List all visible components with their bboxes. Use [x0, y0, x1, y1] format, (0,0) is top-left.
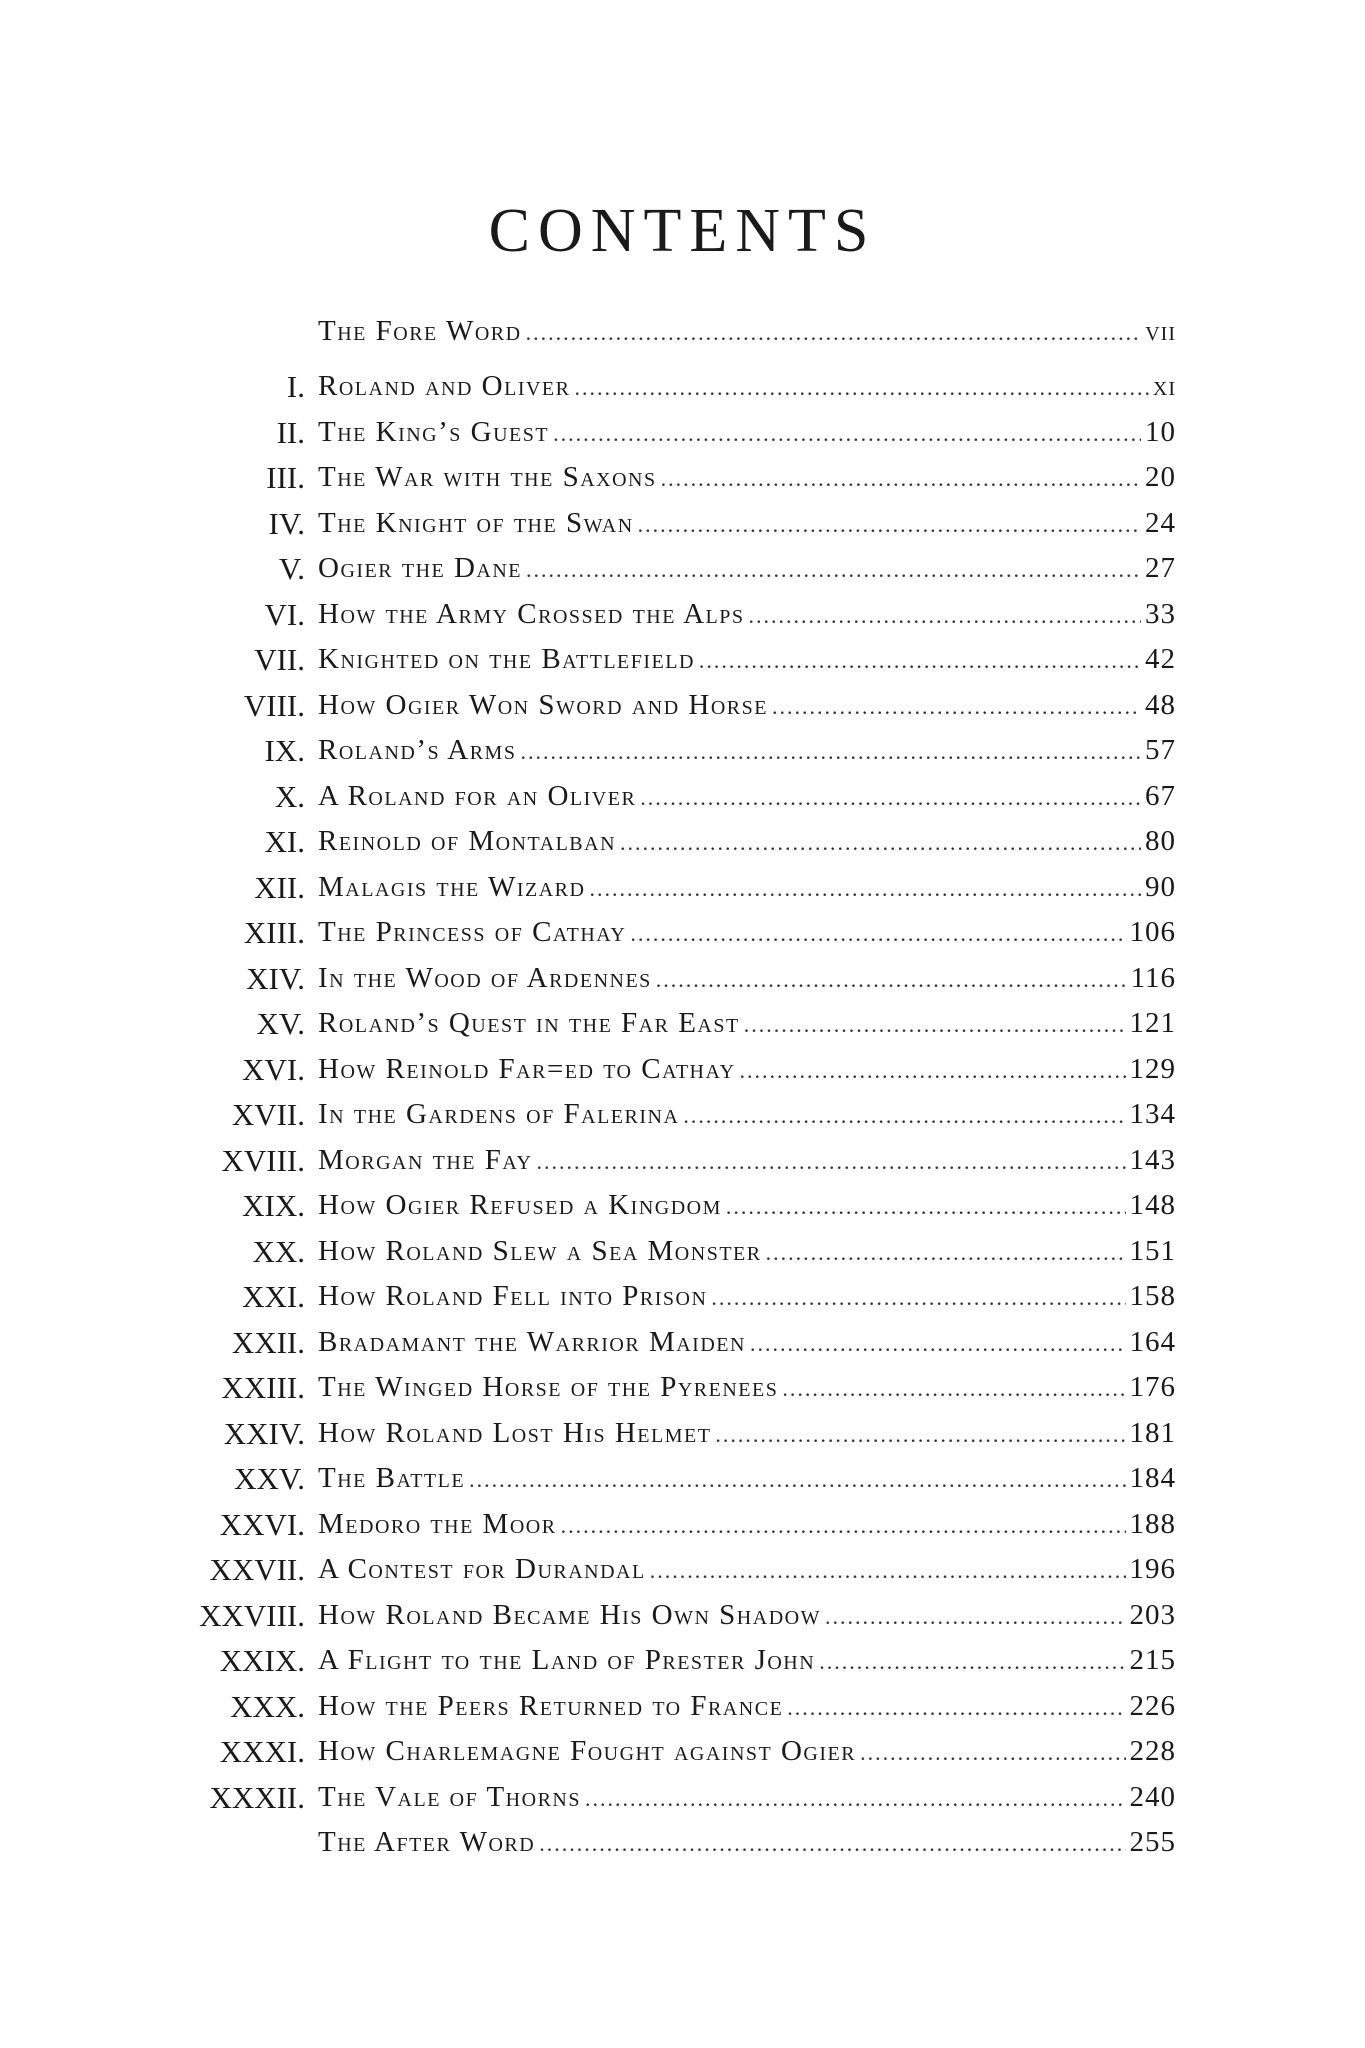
- toc-entry-line: [318, 1456, 1176, 1503]
- chapter-numeral: V.: [278, 551, 305, 586]
- chapter-title: The Vale of Thorns: [318, 1775, 585, 1821]
- dot-leader: [782, 1366, 1125, 1412]
- dot-leader: [650, 1548, 1126, 1594]
- page-title: CONTENTS: [488, 197, 877, 265]
- chapter-numeral: VI.: [264, 596, 305, 632]
- chapter-numeral: XXIII.: [221, 1370, 305, 1405]
- chapter-numeral: XII.: [254, 869, 305, 905]
- chapter-numeral: XIV.: [246, 960, 305, 996]
- toc-entry: [0, 683, 1365, 729]
- toc-entry-line: [318, 364, 1176, 411]
- chapter-numeral: XXIV.: [223, 1415, 305, 1451]
- toc-entry: [0, 1456, 1365, 1502]
- chapter-title: Roland’s Quest in the Far East: [318, 1001, 744, 1047]
- page-number: vii: [1145, 315, 1176, 347]
- chapter-title: The Fore Word: [318, 309, 526, 355]
- chapter-numeral: IX.: [264, 733, 305, 768]
- dot-leader: [656, 957, 1127, 1003]
- toc-entry-line: [318, 637, 1176, 684]
- toc-entry-line: [318, 1502, 1176, 1549]
- toc-entry: [0, 501, 1365, 547]
- toc-entry: [0, 1320, 1365, 1366]
- chapter-numeral: XXVII.: [209, 1552, 305, 1587]
- dot-leader: [715, 1412, 1125, 1458]
- page-number: 151: [1129, 1234, 1176, 1267]
- toc-entry-line: [318, 1547, 1176, 1594]
- dot-leader: [526, 547, 1141, 593]
- dot-leader: [638, 502, 1141, 548]
- dot-leader: [787, 1685, 1125, 1731]
- chapter-title: How the Peers Returned to France: [318, 1684, 787, 1730]
- toc-entry-line: [318, 501, 1176, 548]
- toc-entry: [0, 1411, 1365, 1457]
- toc-entry-line: [318, 1274, 1176, 1321]
- page-number: 148: [1129, 1189, 1176, 1221]
- toc-entry-line: [318, 1183, 1176, 1230]
- toc-entry: [0, 1047, 1365, 1093]
- page-number: 106: [1129, 916, 1176, 948]
- page-number: 57: [1145, 734, 1176, 766]
- toc-entry-line: [318, 1365, 1176, 1412]
- dot-leader: [744, 1002, 1126, 1048]
- dot-leader: [825, 1594, 1126, 1640]
- page-number: 134: [1129, 1098, 1176, 1130]
- toc-entry: [0, 1365, 1365, 1411]
- toc-entry-line: [318, 1775, 1176, 1822]
- toc-entry: [0, 410, 1365, 456]
- toc-entry: [0, 728, 1365, 774]
- page-number: 48: [1145, 688, 1176, 721]
- chapter-numeral: XXXI.: [219, 1734, 305, 1769]
- dot-leader: [750, 1321, 1126, 1367]
- toc-entry-line: [318, 1229, 1176, 1276]
- toc-entry-line: [318, 1047, 1176, 1094]
- page-number: 203: [1129, 1598, 1176, 1631]
- toc-entry-line: [318, 410, 1176, 457]
- page-number: 181: [1129, 1416, 1176, 1449]
- chapter-numeral: X.: [274, 778, 305, 814]
- page-number: 188: [1129, 1507, 1176, 1540]
- chapter-title: Knighted on the Battlefield: [318, 637, 699, 683]
- toc-entry: [0, 1001, 1365, 1047]
- chapter-numeral: XIII.: [243, 915, 305, 950]
- dot-leader: [574, 365, 1148, 411]
- chapter-title: The Princess of Cathay: [318, 910, 630, 956]
- dot-leader: [772, 684, 1141, 730]
- toc-entry-line: [318, 1638, 1176, 1685]
- page-number: 143: [1129, 1143, 1176, 1176]
- page-number: 196: [1129, 1553, 1176, 1585]
- toc-entry-line: [318, 1593, 1176, 1640]
- chapter-title: How Roland Lost His Helmet: [318, 1411, 715, 1457]
- dot-leader: [726, 1184, 1126, 1230]
- page-number: 129: [1129, 1052, 1176, 1085]
- toc-entry-line: [318, 774, 1176, 821]
- toc-entry-line: [318, 1411, 1176, 1458]
- chapter-numeral: XVIII.: [221, 1142, 305, 1178]
- dot-leader: [585, 1776, 1126, 1822]
- chapter-numeral: XXII.: [231, 1324, 305, 1360]
- chapter-title: How Roland Fell into Prison: [318, 1274, 711, 1320]
- toc-entry: [0, 1138, 1365, 1184]
- dot-leader: [630, 911, 1125, 957]
- chapter-title: Roland and Oliver: [318, 364, 574, 410]
- chapter-title: Ogier the Dane: [318, 546, 526, 592]
- page-number: 116: [1130, 961, 1176, 994]
- toc-entry: [0, 546, 1365, 592]
- toc-entry: [0, 455, 1365, 501]
- chapter-title: How Roland Became His Own Shadow: [318, 1593, 825, 1639]
- toc-entry-line: [318, 592, 1176, 639]
- dot-leader: [539, 1821, 1125, 1867]
- toc-entry-line: [318, 455, 1176, 502]
- toc-entry: [0, 774, 1365, 820]
- dot-leader: [589, 866, 1141, 912]
- chapter-numeral: XVII.: [231, 1097, 305, 1132]
- toc-entry-line: [318, 910, 1176, 957]
- chapter-title: In the Gardens of Falerina: [318, 1092, 683, 1138]
- chapter-numeral: VII.: [254, 642, 305, 677]
- page-number: 164: [1129, 1325, 1176, 1358]
- toc-entry: [0, 1775, 1365, 1821]
- toc-entry: [0, 956, 1365, 1002]
- page-number: 158: [1129, 1280, 1176, 1312]
- page-number: 42: [1145, 643, 1176, 675]
- chapter-title: The After Word: [318, 1820, 539, 1866]
- chapter-title: Bradamant the Warrior Maiden: [318, 1320, 750, 1366]
- toc-entry: [0, 364, 1365, 410]
- page-number: 228: [1129, 1735, 1176, 1767]
- toc-entry-line: [318, 1320, 1176, 1367]
- dot-leader: [740, 1048, 1126, 1094]
- page-number: xi: [1152, 370, 1176, 402]
- chapter-numeral: XIX.: [242, 1188, 305, 1223]
- toc-entry-line: [318, 309, 1176, 356]
- chapter-numeral: III.: [266, 460, 305, 495]
- chapter-numeral: VIII.: [243, 687, 305, 723]
- chapter-numeral: XXIX.: [219, 1643, 305, 1678]
- toc-entry: [0, 309, 1365, 364]
- chapter-numeral: XXV.: [234, 1461, 305, 1496]
- toc-entry: [0, 1684, 1365, 1730]
- chapter-title: How Reinold Far=ed to Cathay: [318, 1047, 740, 1093]
- toc-entry: [0, 1593, 1365, 1639]
- chapter-title: How Charlemagne Fought against Ogier: [318, 1729, 860, 1775]
- chapter-title: A Flight to the Land of Prester John: [318, 1638, 819, 1684]
- toc-entry: [0, 1183, 1365, 1229]
- chapter-title: The Winged Horse of the Pyrenees: [318, 1365, 782, 1411]
- page-number: 226: [1129, 1689, 1176, 1722]
- page-number: 33: [1145, 597, 1176, 630]
- toc-entry: [0, 1547, 1365, 1593]
- chapter-title: The King’s Guest: [318, 410, 553, 456]
- toc-entry-line: [318, 1138, 1176, 1185]
- chapter-numeral: XXXII.: [209, 1779, 305, 1815]
- toc-entry-line: [318, 819, 1176, 866]
- page-number: 215: [1129, 1644, 1176, 1676]
- toc-entry: [0, 1729, 1365, 1775]
- chapter-title: Roland’s Arms: [318, 728, 520, 774]
- chapter-numeral: IV.: [268, 505, 305, 541]
- toc-entry-line: [318, 1729, 1176, 1776]
- table-of-contents: [0, 309, 1365, 1866]
- dot-leader: [536, 1139, 1125, 1185]
- page-number: 20: [1145, 461, 1176, 493]
- chapter-title: Malagis the Wizard: [318, 865, 589, 911]
- toc-entry: [0, 910, 1365, 956]
- dot-leader: [520, 729, 1141, 775]
- dot-leader: [683, 1093, 1125, 1139]
- chapter-title: How the Army Crossed the Alps: [318, 592, 749, 638]
- toc-entry: [0, 1274, 1365, 1320]
- dot-leader: [620, 820, 1141, 866]
- chapter-numeral: I.: [286, 369, 305, 404]
- toc-entry-line: [318, 683, 1176, 730]
- chapter-title: Reinold of Montalban: [318, 819, 620, 865]
- page-number: 67: [1145, 779, 1176, 812]
- toc-entry: [0, 1638, 1365, 1684]
- chapter-title: How Ogier Won Sword and Horse: [318, 683, 772, 729]
- chapter-title: A Contest for Durandal: [318, 1547, 650, 1593]
- chapter-title: How Ogier Refused a Kingdom: [318, 1183, 726, 1229]
- dot-leader: [526, 310, 1142, 356]
- chapter-title: How Roland Slew a Sea Monster: [318, 1229, 766, 1275]
- toc-entry: [0, 1502, 1365, 1548]
- page-number: 27: [1145, 552, 1176, 584]
- chapter-title: Medoro the Moor: [318, 1502, 561, 1548]
- dot-leader: [561, 1503, 1126, 1549]
- toc-entry: [0, 1820, 1365, 1866]
- page-number: 255: [1129, 1826, 1176, 1858]
- page-number: 184: [1129, 1462, 1176, 1494]
- dot-leader: [553, 411, 1141, 457]
- toc-entry-line: [318, 956, 1176, 1003]
- page-number: 80: [1145, 825, 1176, 857]
- chapter-numeral: XXI.: [242, 1279, 305, 1314]
- toc-entry-line: [318, 728, 1176, 775]
- toc-entry: [0, 1229, 1365, 1275]
- chapter-numeral: XXX.: [230, 1688, 305, 1724]
- toc-entry: [0, 865, 1365, 911]
- chapter-numeral: XXVI.: [219, 1506, 305, 1542]
- chapter-numeral: XV.: [256, 1006, 305, 1041]
- chapter-title: In the Wood of Ardennes: [318, 956, 656, 1002]
- chapter-numeral: XXVIII.: [199, 1597, 305, 1633]
- chapter-numeral: XVI.: [242, 1051, 305, 1087]
- toc-entry-line: [318, 865, 1176, 912]
- toc-entry: [0, 819, 1365, 865]
- dot-leader: [640, 775, 1141, 821]
- toc-entry-line: [318, 1684, 1176, 1731]
- chapter-title: A Roland for an Oliver: [318, 774, 640, 820]
- dot-leader: [749, 593, 1141, 639]
- chapter-numeral: XI.: [264, 824, 305, 859]
- chapter-title: The War with the Saxons: [318, 455, 661, 501]
- dot-leader: [469, 1457, 1125, 1503]
- page-number: 176: [1129, 1371, 1176, 1403]
- toc-entry-line: [318, 1820, 1176, 1867]
- page-number: 10: [1145, 415, 1176, 448]
- page-number: 240: [1129, 1780, 1176, 1813]
- chapter-numeral: XX.: [252, 1233, 305, 1269]
- dot-leader: [819, 1639, 1125, 1685]
- toc-entry-line: [318, 1092, 1176, 1139]
- dot-leader: [711, 1275, 1125, 1321]
- toc-entry: [0, 1092, 1365, 1138]
- chapter-title: The Knight of the Swan: [318, 501, 638, 547]
- page-number: 121: [1129, 1007, 1176, 1039]
- dot-leader: [699, 638, 1141, 684]
- toc-entry: [0, 637, 1365, 683]
- page-number: 24: [1145, 506, 1176, 539]
- page-number: 90: [1145, 870, 1176, 903]
- toc-entry-line: [318, 1001, 1176, 1048]
- chapter-title: Morgan the Fay: [318, 1138, 536, 1184]
- chapter-title: The Battle: [318, 1456, 469, 1502]
- dot-leader: [661, 456, 1141, 502]
- chapter-numeral: II.: [276, 414, 305, 450]
- toc-entry: [0, 592, 1365, 638]
- toc-entry-line: [318, 546, 1176, 593]
- dot-leader: [860, 1730, 1125, 1776]
- dot-leader: [766, 1230, 1126, 1276]
